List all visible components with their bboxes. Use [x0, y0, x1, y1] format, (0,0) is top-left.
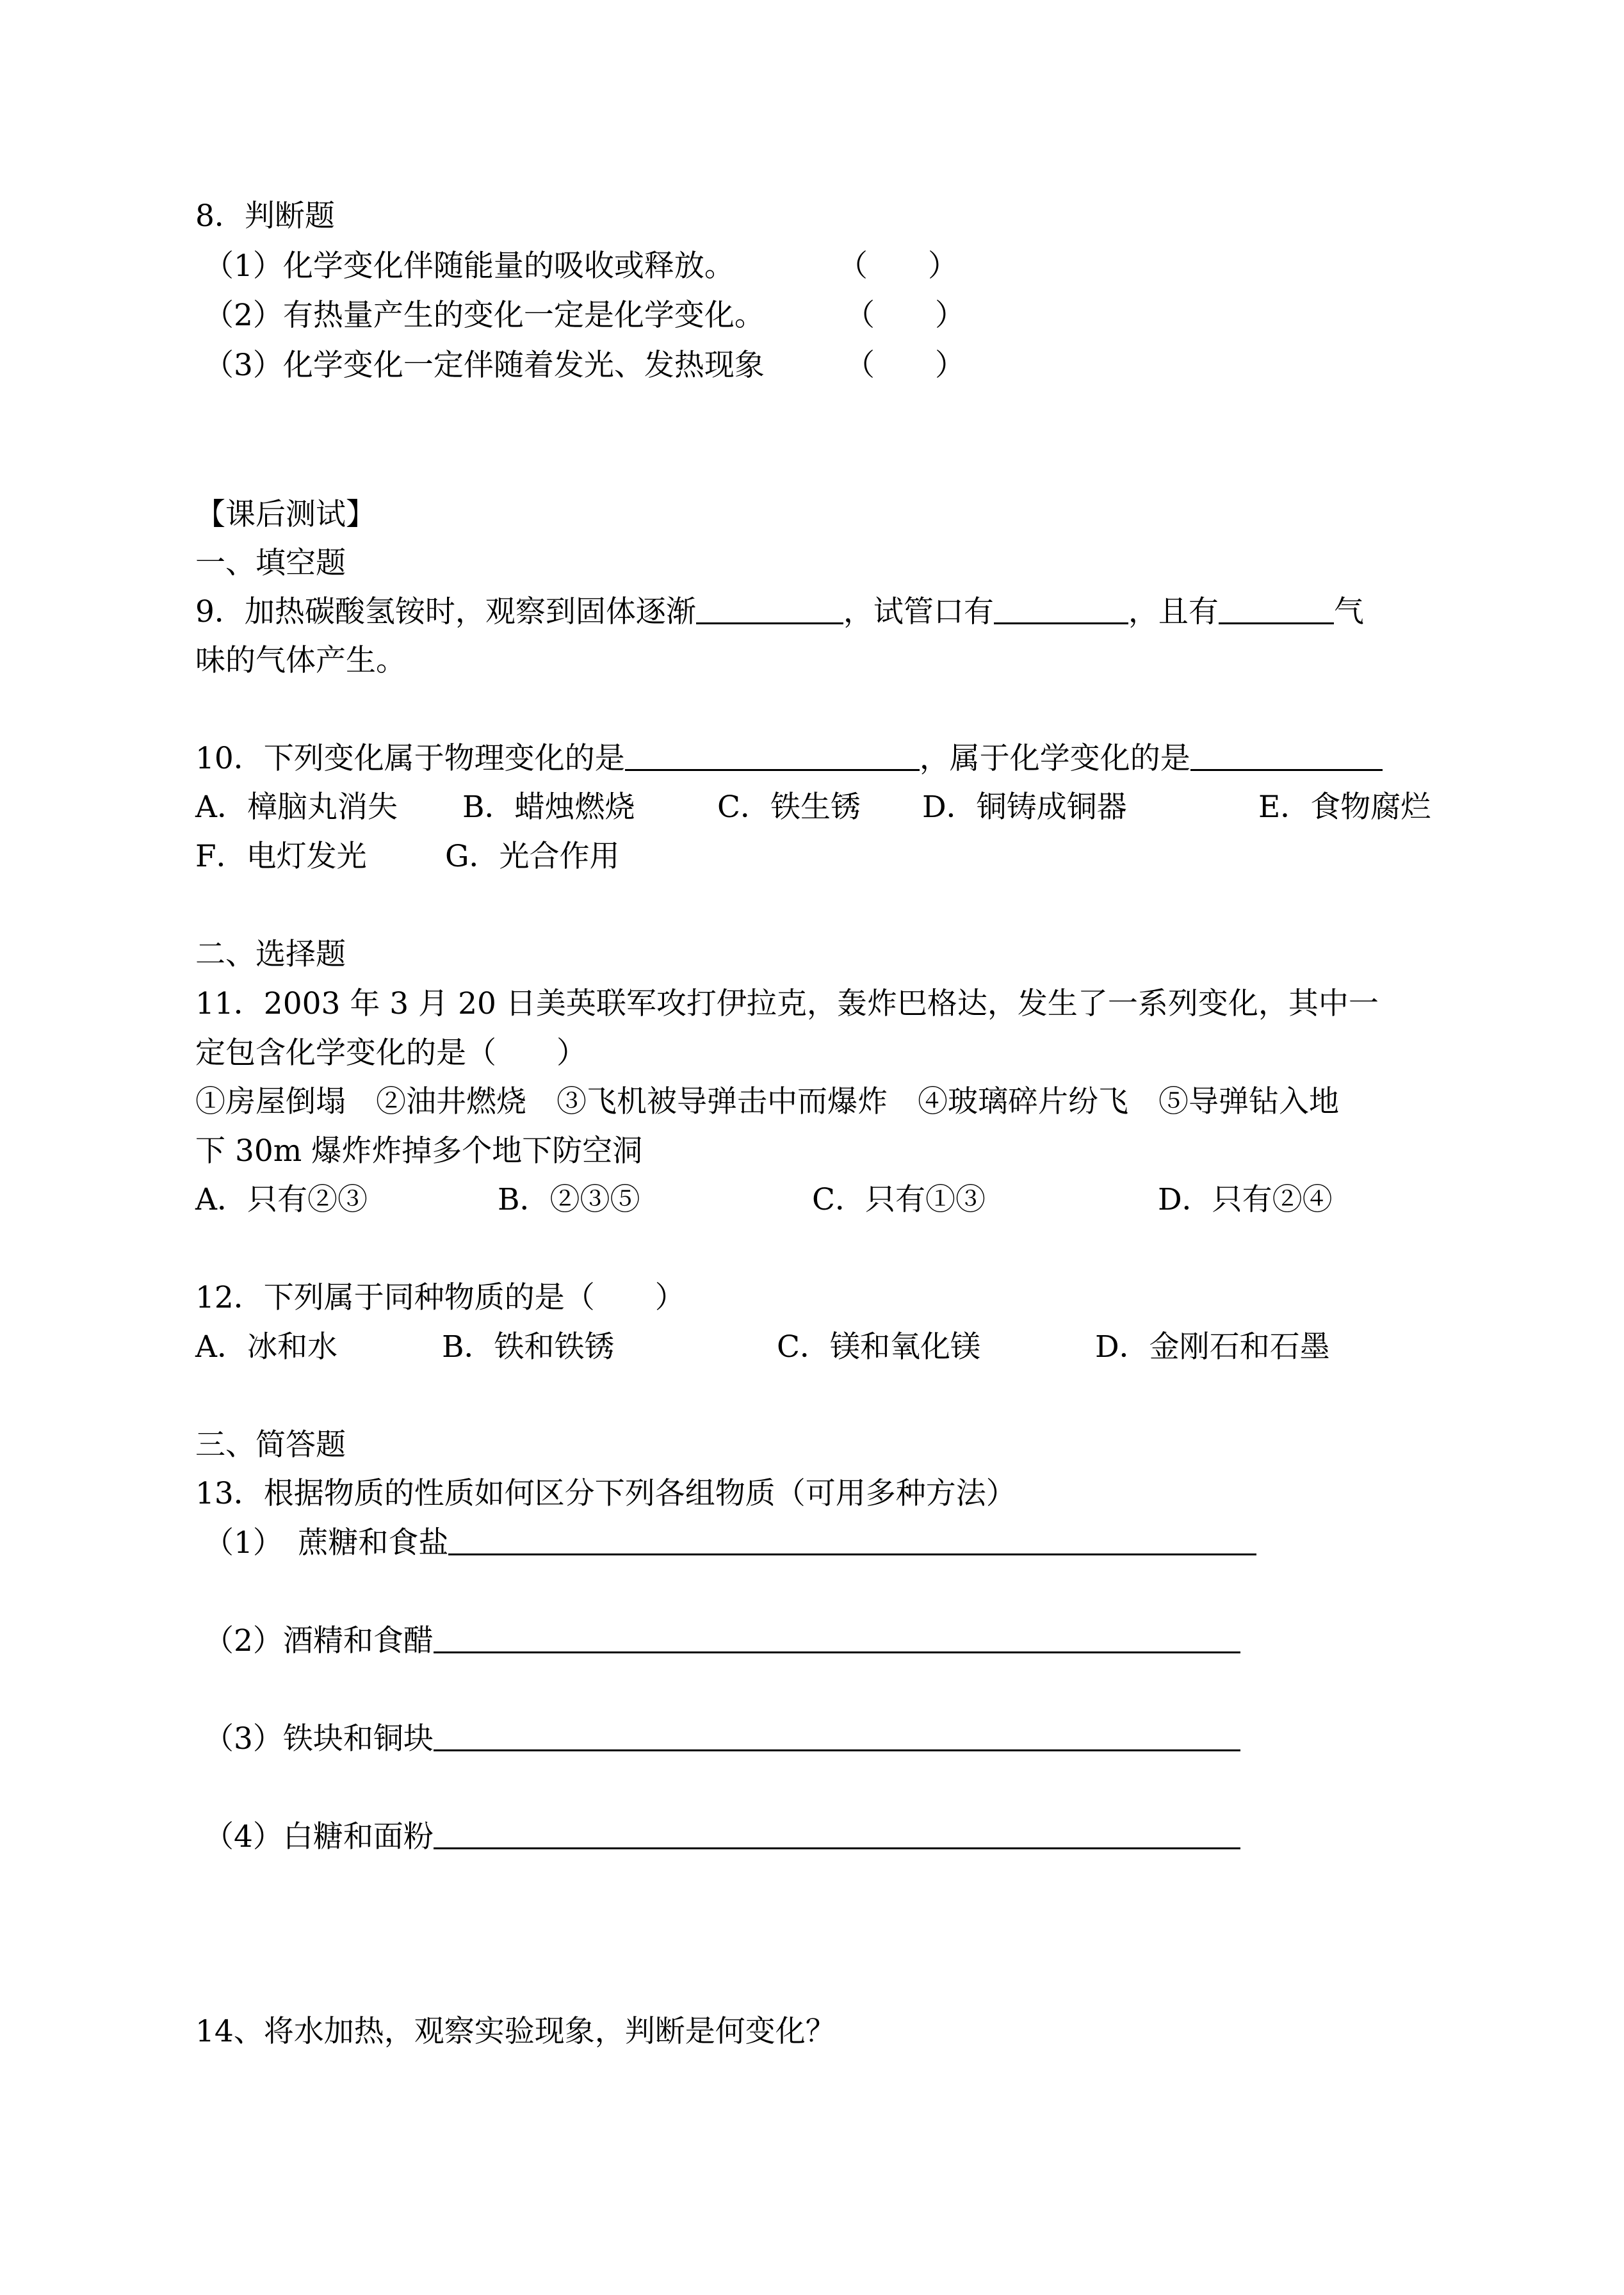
q11-option-d[interactable]: D．只有②④ — [1158, 1182, 1333, 1217]
q8-item-2-answer-paren[interactable]: （ ） — [845, 298, 965, 333]
q9-blank-1[interactable] — [696, 597, 843, 624]
q9-text-b: ，试管口有 — [843, 594, 994, 629]
q8-item-1-text: （1）化学变化伴随能量的吸收或释放。 — [204, 248, 735, 284]
q8-item-2 — [204, 298, 965, 334]
q9-blank-2[interactable] — [994, 597, 1128, 624]
q10-line1 — [195, 741, 1383, 777]
q10-text-b: ，属于化学变化的是 — [919, 741, 1190, 776]
q9-blank-3[interactable] — [1219, 597, 1334, 624]
q13-item-1 — [204, 1525, 1256, 1561]
q10-option-f[interactable]: F．电灯发光 — [195, 839, 367, 874]
q10-option-b[interactable]: B．蜡烛燃烧 — [462, 790, 635, 825]
q9-line2: 味的气体产生。 — [195, 643, 406, 678]
q9-text-a: 9．加热碳酸氢铵时，观察到固体逐渐 — [195, 594, 696, 629]
q13-item-1-label: （1） 蔗糖和食盐 — [204, 1525, 449, 1561]
q13-item-3-answer-line[interactable] — [434, 1724, 1240, 1751]
q13-item-4-label: （4）白糖和面粉 — [204, 1819, 434, 1854]
q12-option-b[interactable]: B．铁和铁锈 — [442, 1329, 615, 1365]
q11-option-b[interactable]: B．②③⑤ — [498, 1182, 640, 1217]
q10-option-g[interactable]: G．光合作用 — [445, 839, 620, 874]
q8-item-3-answer-paren[interactable]: （ ） — [845, 348, 965, 383]
q13-item-4-answer-line[interactable] — [434, 1822, 1240, 1849]
q10-option-e[interactable]: E．食物腐烂 — [1258, 790, 1431, 825]
q13-item-2-label: （2）酒精和食醋 — [204, 1623, 434, 1658]
q11-option-a[interactable]: A．只有②③ — [195, 1182, 368, 1217]
part2-title: 二、选择题 — [195, 937, 346, 972]
q10-option-d[interactable]: D．铜铸成铜器 — [922, 790, 1127, 825]
q12-option-a[interactable]: A．冰和水 — [195, 1329, 337, 1365]
q8-item-3-text: （3）化学变化一定伴随着发光、发热现象 — [204, 348, 765, 383]
q13-item-3 — [204, 1721, 1240, 1757]
q9-text-c: ，且有 — [1128, 594, 1219, 629]
q8-item-2-text: （2）有热量产生的变化一定是化学变化。 — [204, 298, 765, 333]
q10-text-a: 10．下列变化属于物理变化的是 — [195, 741, 625, 776]
q13-item-2 — [204, 1623, 1240, 1659]
q9-line1 — [195, 594, 1364, 630]
q10-option-a[interactable]: A．樟脑丸消失 — [195, 790, 398, 825]
q13-item-2-answer-line[interactable] — [434, 1626, 1240, 1653]
q13-item-3-label: （3）铁块和铜块 — [204, 1721, 434, 1756]
q12-option-c[interactable]: C．镁和氧化镁 — [777, 1329, 980, 1365]
q13-item-1-answer-line[interactable] — [448, 1528, 1256, 1555]
q11-line3: ①房屋倒塌 ②油井燃烧 ③飞机被导弹击中而爆炸 ④玻璃碎片纷飞 ⑤导弹钻入地 — [195, 1084, 1339, 1119]
q14-stem: 14、将水加热，观察实验现象，判断是何变化？ — [195, 2014, 836, 2049]
q10-blank-physical[interactable] — [625, 743, 920, 771]
q11-line1: 11．2003 年 3 月 20 日美英联军攻打伊拉克，轰炸巴格达，发生了一系列变化，其中一 — [195, 986, 1379, 1021]
part1-title: 一、填空题 — [195, 546, 346, 581]
section-header: 【课后测试】 — [195, 497, 376, 532]
q12-option-d[interactable]: D．金刚石和石墨 — [1095, 1329, 1330, 1365]
q8-item-1-answer-paren[interactable]: （ ） — [838, 248, 958, 284]
part3-title: 三、简答题 — [195, 1427, 346, 1463]
q9-text-d: 气 — [1333, 594, 1364, 629]
q10-blank-chemical[interactable] — [1190, 743, 1383, 771]
q11-line2: 定包含化学变化的是（ ） — [195, 1035, 587, 1071]
q13-stem: 13．根据物质的性质如何区分下列各组物质（可用多种方法） — [195, 1476, 1016, 1511]
q11-option-c[interactable]: C．只有①③ — [812, 1182, 986, 1217]
q8-item-3 — [204, 348, 965, 384]
q8-item-1 — [204, 248, 958, 284]
q8-title: 8．判断题 — [195, 199, 335, 234]
q12-stem: 12．下列属于同种物质的是（ ） — [195, 1280, 685, 1315]
q11-line4: 下 30m 爆炸炸掉多个地下防空洞 — [195, 1133, 643, 1169]
q13-item-4 — [204, 1819, 1240, 1855]
q10-option-c[interactable]: C．铁生锈 — [717, 790, 861, 825]
